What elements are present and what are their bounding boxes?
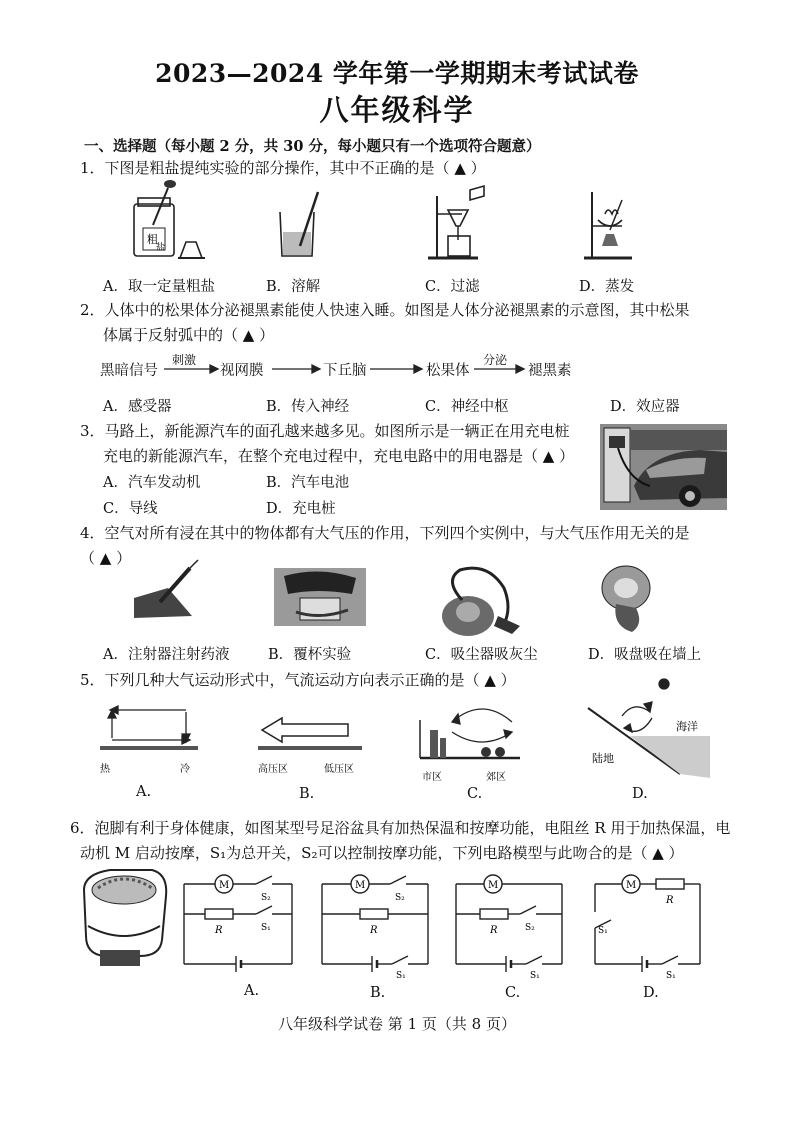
switch-symbol bbox=[256, 906, 272, 914]
switch-symbol bbox=[256, 876, 272, 884]
switch-label: S₂ bbox=[525, 923, 535, 933]
q5-d-label-sea: 海洋 bbox=[676, 720, 698, 733]
q1-label-cu: 粗 bbox=[147, 233, 158, 246]
motor-label: M bbox=[626, 880, 637, 891]
q5-d-label-land: 陆地 bbox=[592, 752, 614, 765]
q4-option-c: C．吸尘器吸灰尘 bbox=[425, 647, 538, 663]
resistor-symbol bbox=[656, 879, 684, 889]
q2-option-b: B．传入神经 bbox=[266, 399, 350, 415]
q2-option-c: C．神经中枢 bbox=[425, 399, 509, 415]
q5-option-c: C. bbox=[467, 786, 483, 802]
q4-option-d: D．吸盘吸在墙上 bbox=[588, 647, 702, 663]
q6-stem-line2: 动机 M 启动按摩，S₁为总开关，S₂可以控制按摩功能，下列电路模型与此吻合的是（ ▲ ） bbox=[80, 844, 684, 862]
q2-stem-line2: 体属于反射弧中的（ ▲ ） bbox=[103, 326, 275, 344]
q5-b-label-high: 高压区 bbox=[258, 764, 288, 775]
q5-c-label-city: 市区 bbox=[422, 772, 442, 783]
q2-flow-pineal: 松果体 bbox=[426, 363, 470, 379]
q3-option-c: C．导线 bbox=[103, 501, 158, 517]
q5-stem: 5．下列几种大气运动形式中，气流运动方向表示正确的是（ ▲ ） bbox=[80, 671, 516, 689]
q5-option-d: D. bbox=[632, 786, 648, 802]
switch-label: S₁ bbox=[530, 971, 540, 981]
switch-symbol bbox=[520, 906, 536, 914]
q4-option-a: A．注射器注射药液 bbox=[103, 647, 230, 663]
q1-option-c: C．过滤 bbox=[425, 279, 480, 295]
resistor-symbol bbox=[480, 909, 508, 919]
q2-flow-hypothalamus: 下丘脑 bbox=[323, 363, 367, 379]
q5-a-label-cold: 冷 bbox=[180, 764, 190, 775]
q2-arrow-label-secrete: 分泌 bbox=[483, 353, 508, 367]
switch-label: S₁ bbox=[261, 923, 271, 933]
q5-c-label-suburb: 郊区 bbox=[486, 772, 506, 783]
q3-option-d: D．充电桩 bbox=[266, 501, 336, 517]
switch-label: S₁ bbox=[666, 971, 676, 981]
switch-symbol bbox=[390, 876, 406, 884]
switch-symbol bbox=[526, 956, 542, 964]
q5-option-a: A. bbox=[136, 784, 152, 800]
q1-label-yan: 盐 bbox=[156, 243, 166, 253]
q6-option-b: B. bbox=[370, 985, 386, 1001]
switch-label: S₂ bbox=[261, 893, 271, 903]
switch-label: S₂ bbox=[395, 893, 405, 903]
q3-option-b: B．汽车电池 bbox=[266, 475, 350, 491]
q1-option-b: B．溶解 bbox=[266, 279, 321, 295]
resistor-label: R bbox=[215, 925, 223, 936]
q1-option-a: A．取一定量粗盐 bbox=[103, 279, 215, 295]
resistor-symbol bbox=[360, 909, 388, 919]
exam-subject: 八年级科学 bbox=[319, 93, 475, 127]
motor-label: M bbox=[219, 880, 230, 891]
q3-stem-line2: 充电的新能源汽车，在整个充电过程中，充电电路中的用电器是（ ▲ ） bbox=[103, 447, 575, 465]
q2-arrow-label-stimulus: 刺激 bbox=[172, 353, 197, 367]
page-footer: 八年级科学试卷 第 1 页（共 8 页） bbox=[278, 1015, 516, 1033]
q1-stem: 1．下图是粗盐提纯实验的部分操作，其中不正确的是（ ▲ ） bbox=[80, 159, 486, 177]
resistor-label: R bbox=[490, 925, 498, 936]
q2-flow-signal: 黑暗信号 bbox=[100, 363, 158, 379]
q5-a-label-hot: 热 bbox=[100, 764, 110, 775]
q5-b-label-low: 低压区 bbox=[324, 764, 354, 775]
switch-symbol bbox=[392, 956, 408, 964]
q3-stem-line1: 3．马路上，新能源汽车的面孔越来越多见。如图所示是一辆正在用充电桩 bbox=[80, 422, 570, 440]
exam-title: 2023—2024 学年第一学期期末考试试卷 bbox=[155, 59, 639, 88]
resistor-symbol bbox=[205, 909, 233, 919]
q2-stem-line1: 2．人体中的松果体分泌褪黑素能使人快速入睡。如图是人体分泌褪黑素的示意图，其中松果 bbox=[80, 301, 690, 319]
q6-option-d: D. bbox=[643, 985, 659, 1001]
q3-option-a: A．汽车发动机 bbox=[103, 475, 201, 491]
q4-stem-line1: 4．空气对所有浸在其中的物体都有大气压的作用，下列四个实例中，与大气压作用无关的是 bbox=[80, 524, 690, 542]
q5-option-b: B. bbox=[299, 786, 315, 802]
q6-option-c: C. bbox=[505, 985, 521, 1001]
motor-label: M bbox=[488, 880, 499, 891]
q2-option-a: A．感受器 bbox=[103, 399, 172, 415]
resistor-label: R bbox=[370, 925, 378, 936]
q1-option-d: D．蒸发 bbox=[579, 279, 635, 295]
resistor-label: R bbox=[666, 895, 674, 906]
switch-label: S₁ bbox=[396, 971, 406, 981]
switch-symbol bbox=[662, 956, 678, 964]
q2-option-d: D．效应器 bbox=[610, 399, 680, 415]
q2-flow-melatonin: 褪黑素 bbox=[528, 363, 572, 379]
section-title: 一、选择题（每小题 2 分，共 30 分，每小题只有一个选项符合题意） bbox=[84, 138, 541, 155]
switch-label: S₁ bbox=[598, 926, 608, 936]
q6-stem-line1: 6．泡脚有利于身体健康，如图某型号足浴盆具有加热保温和按摩功能，电阻丝 R 用于加热保温，电 bbox=[70, 819, 731, 837]
q4-stem-line2: （ ▲ ） bbox=[80, 549, 132, 567]
motor-label: M bbox=[355, 880, 366, 891]
q6-option-a: A. bbox=[244, 983, 260, 999]
q4-option-b: B．覆杯实验 bbox=[268, 647, 352, 663]
q2-flow-retina: 视网膜 bbox=[220, 363, 264, 379]
